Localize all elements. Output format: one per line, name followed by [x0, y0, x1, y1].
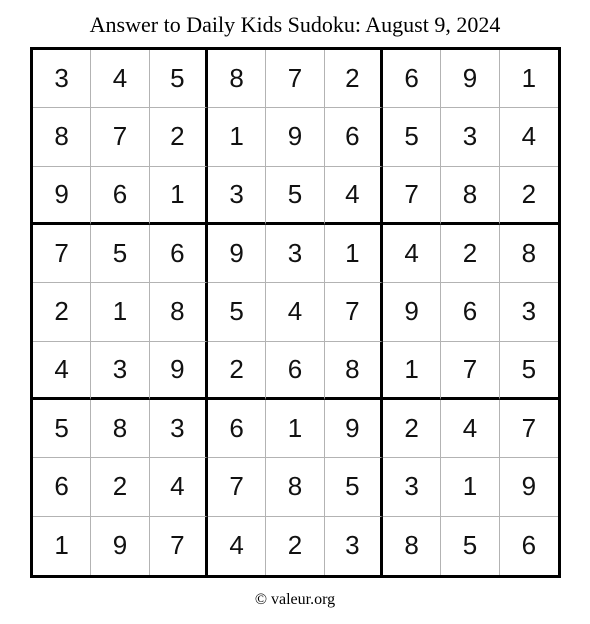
sudoku-cell: 3 — [500, 283, 558, 341]
sudoku-cell: 7 — [150, 517, 208, 575]
sudoku-cell: 6 — [266, 342, 324, 400]
sudoku-cell: 3 — [150, 400, 208, 458]
sudoku-cell: 3 — [208, 167, 266, 225]
sudoku-cell: 8 — [266, 458, 324, 516]
sudoku-cell: 6 — [208, 400, 266, 458]
sudoku-cell: 4 — [266, 283, 324, 341]
sudoku-cell: 5 — [383, 108, 441, 166]
sudoku-cell: 4 — [33, 342, 91, 400]
sudoku-board — [30, 47, 561, 578]
sudoku-cell: 9 — [150, 342, 208, 400]
sudoku-cell: 6 — [33, 458, 91, 516]
sudoku-cell: 4 — [91, 50, 149, 108]
sudoku-cell: 6 — [441, 283, 499, 341]
sudoku-cell: 3 — [91, 342, 149, 400]
sudoku-cell: 2 — [383, 400, 441, 458]
sudoku-cell: 9 — [91, 517, 149, 575]
sudoku-cell: 6 — [91, 167, 149, 225]
sudoku-cell: 7 — [325, 283, 383, 341]
sudoku-cell: 5 — [33, 400, 91, 458]
sudoku-cell: 5 — [500, 342, 558, 400]
sudoku-cell: 9 — [325, 400, 383, 458]
sudoku-cell: 9 — [208, 225, 266, 283]
sudoku-cell: 7 — [441, 342, 499, 400]
sudoku-cell: 4 — [383, 225, 441, 283]
sudoku-cell: 3 — [383, 458, 441, 516]
sudoku-cell: 8 — [500, 225, 558, 283]
sudoku-cell: 4 — [441, 400, 499, 458]
sudoku-cell: 2 — [208, 342, 266, 400]
sudoku-cell: 5 — [441, 517, 499, 575]
sudoku-cell: 4 — [500, 108, 558, 166]
sudoku-cell: 1 — [500, 50, 558, 108]
sudoku-cell: 5 — [325, 458, 383, 516]
sudoku-cell: 9 — [500, 458, 558, 516]
sudoku-cell: 2 — [500, 167, 558, 225]
sudoku-cell: 8 — [33, 108, 91, 166]
sudoku-cell: 9 — [266, 108, 324, 166]
sudoku-cell: 3 — [325, 517, 383, 575]
sudoku-cell: 8 — [383, 517, 441, 575]
sudoku-cell: 5 — [266, 167, 324, 225]
sudoku-cell: 5 — [150, 50, 208, 108]
sudoku-cell: 4 — [208, 517, 266, 575]
sudoku-cell: 1 — [91, 283, 149, 341]
sudoku-cell: 5 — [91, 225, 149, 283]
sudoku-cell: 1 — [266, 400, 324, 458]
sudoku-cell: 7 — [383, 167, 441, 225]
sudoku-cell: 8 — [325, 342, 383, 400]
sudoku-cell: 1 — [325, 225, 383, 283]
sudoku-cell: 1 — [441, 458, 499, 516]
sudoku-cell: 9 — [33, 167, 91, 225]
sudoku-cell: 6 — [500, 517, 558, 575]
sudoku-cell: 2 — [266, 517, 324, 575]
sudoku-cell: 2 — [33, 283, 91, 341]
sudoku-cell: 4 — [325, 167, 383, 225]
sudoku-cell: 7 — [33, 225, 91, 283]
sudoku-cell: 8 — [208, 50, 266, 108]
sudoku-cell: 3 — [33, 50, 91, 108]
sudoku-cell: 2 — [91, 458, 149, 516]
sudoku-cell: 2 — [441, 225, 499, 283]
sudoku-cell: 1 — [33, 517, 91, 575]
sudoku-cell: 9 — [441, 50, 499, 108]
sudoku-cell: 6 — [325, 108, 383, 166]
sudoku-cell: 9 — [383, 283, 441, 341]
sudoku-cell: 3 — [441, 108, 499, 166]
page-title: Answer to Daily Kids Sudoku: August 9, 2024 — [89, 12, 501, 37]
sudoku-cell: 1 — [150, 167, 208, 225]
sudoku-cell: 4 — [150, 458, 208, 516]
sudoku-cell: 7 — [266, 50, 324, 108]
sudoku-cell: 2 — [325, 50, 383, 108]
sudoku-cell: 8 — [150, 283, 208, 341]
sudoku-cell: 6 — [150, 225, 208, 283]
sudoku-cell: 7 — [500, 400, 558, 458]
sudoku-cell: 8 — [91, 400, 149, 458]
sudoku-cell: 7 — [91, 108, 149, 166]
sudoku-cell: 1 — [383, 342, 441, 400]
sudoku-cell: 7 — [208, 458, 266, 516]
copyright-footer: © valeur.org — [254, 591, 336, 608]
sudoku-cell: 8 — [441, 167, 499, 225]
sudoku-cell: 6 — [383, 50, 441, 108]
sudoku-cell: 5 — [208, 283, 266, 341]
sudoku-cell: 3 — [266, 225, 324, 283]
sudoku-cell: 2 — [150, 108, 208, 166]
sudoku-cell: 1 — [208, 108, 266, 166]
